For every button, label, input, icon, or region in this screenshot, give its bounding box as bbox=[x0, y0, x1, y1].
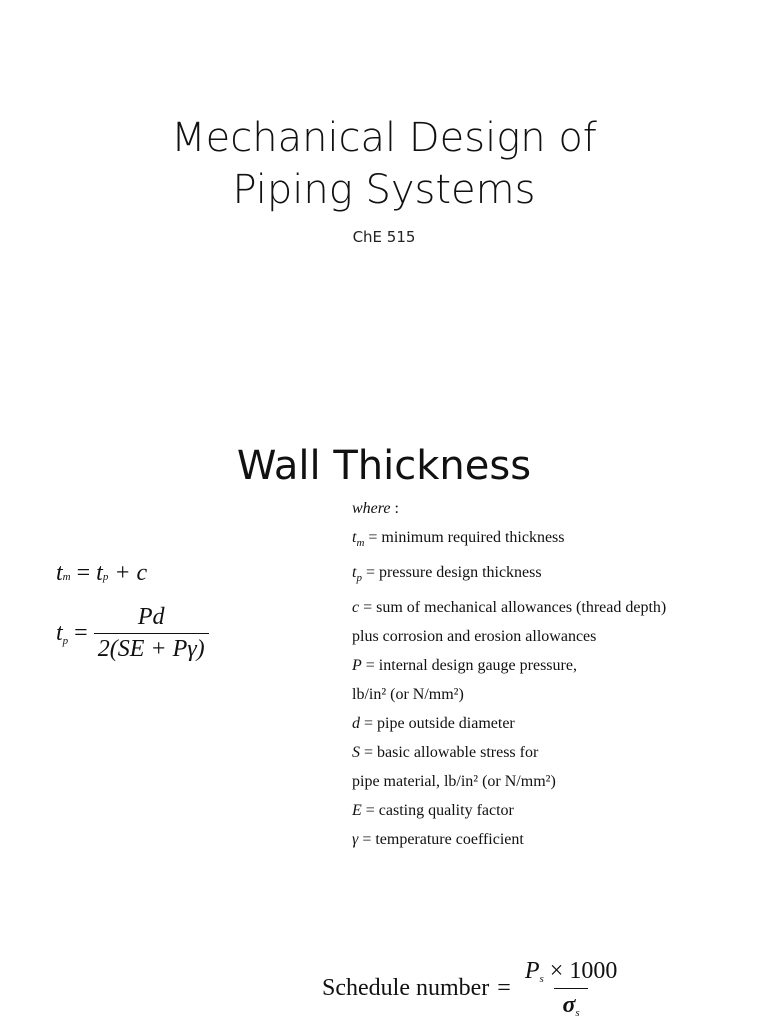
slide-1-subtitle: ChE 515 bbox=[352, 228, 416, 246]
slide-1-title bbox=[0, 112, 768, 216]
slide-1-title-line-2: Piping Systems bbox=[232, 167, 536, 213]
definition-line: P = internal design gauge pressure, bbox=[352, 657, 577, 674]
definition-line: γ = temperature coefficient bbox=[352, 831, 524, 848]
definition-line: d = pipe outside diameter bbox=[352, 715, 515, 732]
schedule-number-label: Schedule number bbox=[322, 975, 490, 1001]
definition-line: E = casting quality factor bbox=[352, 802, 514, 819]
definition-line: c = sum of mechanical allowances (thread depth) bbox=[352, 599, 667, 616]
fraction-numerator: Pd bbox=[137, 604, 165, 630]
schedule-fraction bbox=[517, 958, 626, 1019]
fraction-denominator: 2(SE + Pγ) bbox=[94, 633, 209, 663]
schedule-number-formula: Schedule number = $\frac{P_s \times 1000}{\sigma_s}$ bbox=[322, 958, 625, 1019]
slide-2-title: Wall Thickness bbox=[236, 443, 532, 489]
equation-minimum-thickness: t m = t p + c bbox=[56, 560, 148, 586]
variable-definitions bbox=[352, 494, 752, 854]
definition-line: plus corrosion and erosion allowances bbox=[352, 628, 597, 645]
slide-1-title-line-1: Mechanical Design of bbox=[171, 115, 597, 161]
definition-line: pipe material, lb/in² (or N/mm²) bbox=[352, 773, 556, 790]
where-heading: where : bbox=[352, 500, 399, 517]
wall-thickness-formulas bbox=[56, 560, 306, 663]
definition-line: $t_m$ = minimum required thickness bbox=[352, 529, 565, 549]
definition-line: S = basic allowable stress for bbox=[352, 744, 539, 761]
schedule-numerator: $P_s \times 1000$ bbox=[524, 958, 618, 985]
definition-line: $t_p$ = pressure design thickness bbox=[352, 564, 542, 584]
definition-line: lb/in² (or N/mm²) bbox=[352, 686, 464, 703]
pressure-thickness-fraction bbox=[94, 604, 209, 663]
schedule-denominator: $\sigma_s$ bbox=[554, 988, 587, 1019]
equation-pressure-design-thickness: $t_p$ = $\frac{Pd}{2(SE + P\gamma)}$ bbox=[56, 604, 306, 663]
